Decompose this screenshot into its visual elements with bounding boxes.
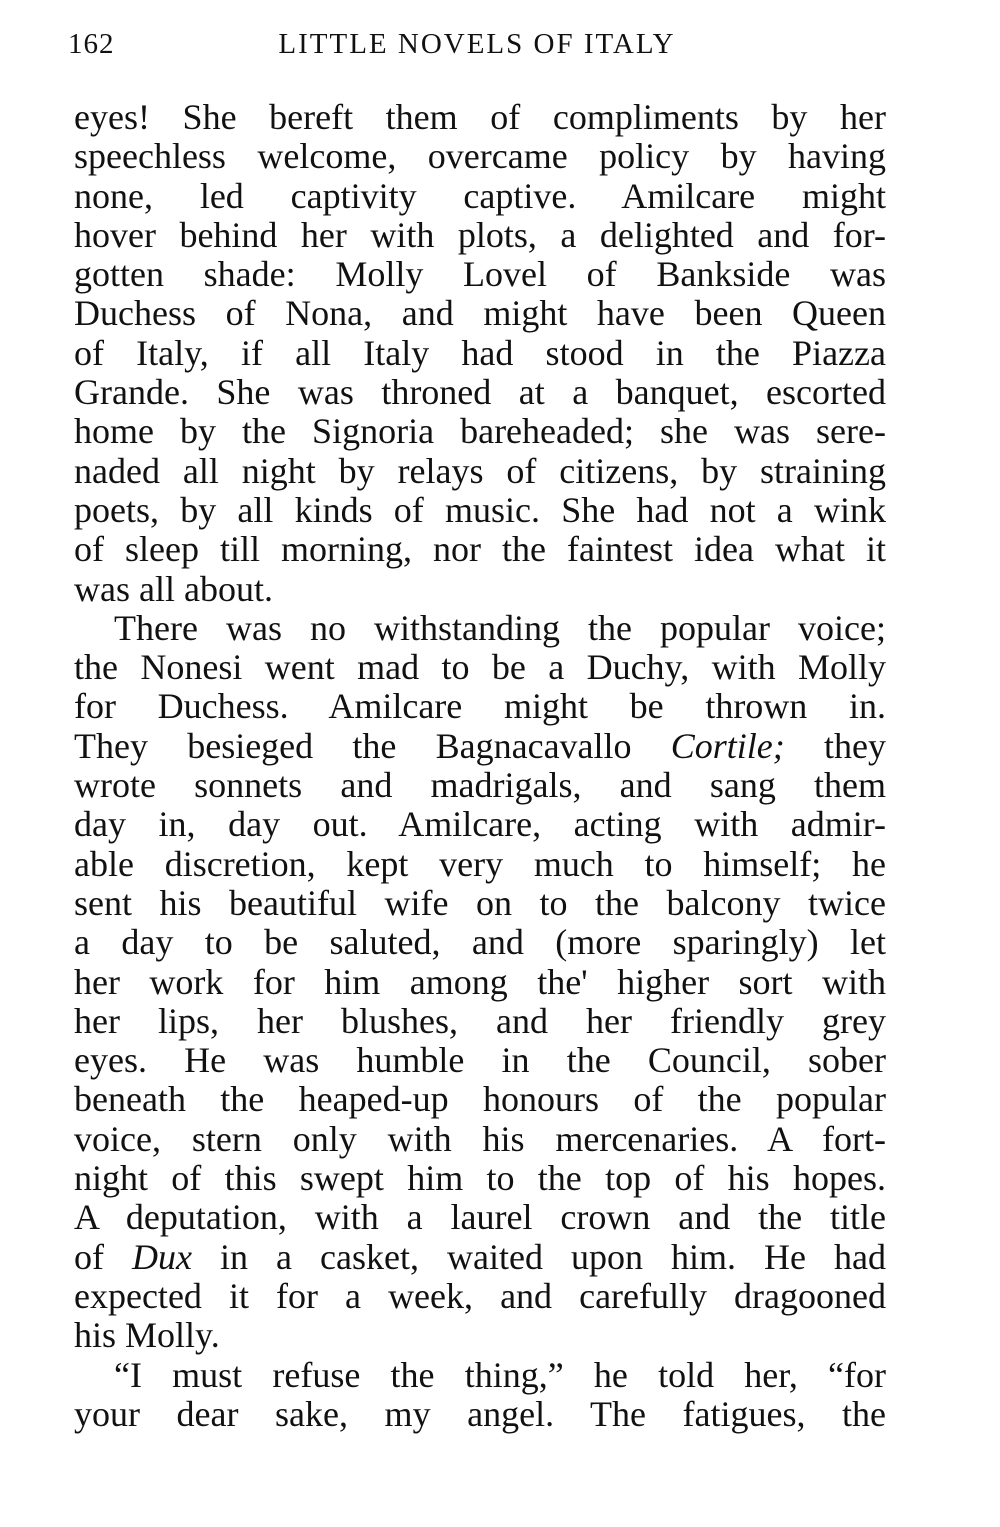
text-line: a day to be saluted, and (more sparingly) let bbox=[74, 922, 886, 963]
text-line: There was no withstanding the popular voice; bbox=[114, 607, 886, 648]
page-number: 162 bbox=[68, 28, 115, 60]
text-line: of sleep till morning, nor the faintest idea what it bbox=[74, 529, 886, 570]
text-line: sent his beautiful wife on to the balcony twice bbox=[74, 882, 886, 923]
text-line: her lips, her blushes, and her friendly grey bbox=[74, 1000, 886, 1041]
running-header bbox=[68, 28, 886, 68]
text-line: naded all night by relays of citizens, by straining bbox=[74, 450, 886, 491]
text-line: was all about. bbox=[74, 568, 273, 609]
text-line: of Italy, if all Italy had stood in the Piazza bbox=[74, 332, 886, 373]
text-line: They besieged the Bagnacavallo Cortile; they bbox=[74, 725, 887, 766]
text-line: gotten shade: Molly Lovel of Bankside was bbox=[74, 254, 886, 295]
text-line: your dear sake, my angel. The fatigues, the bbox=[74, 1393, 886, 1434]
text-line: Grande. She was throned at a banquet, escorted bbox=[74, 372, 886, 413]
text-line: expected it for a week, and carefully dragooned bbox=[74, 1275, 886, 1316]
text-line: the Nonesi went mad to be a Duchy, with Molly bbox=[74, 647, 886, 688]
text-line: Duchess of Nona, and might have been Queen bbox=[74, 293, 886, 334]
italic-term: Cortile; bbox=[670, 725, 785, 766]
text-line: poets, by all kinds of music. She had not a wink bbox=[74, 489, 886, 530]
running-title: LITTLE NOVELS OF ITALY bbox=[278, 28, 676, 60]
text-line: night of this swept him to the top of his hopes. bbox=[74, 1158, 886, 1199]
text-line: A deputation, with a laurel crown and the title bbox=[74, 1197, 886, 1238]
text-line: eyes. He was humble in the Council, sober bbox=[74, 1040, 886, 1081]
text-line: hover behind her with plots, a delighted and for- bbox=[74, 214, 886, 255]
text-line: beneath the heaped-up honours of the popular bbox=[74, 1079, 886, 1120]
text-line: none, led captivity captive. Amilcare might bbox=[74, 175, 886, 216]
body-text bbox=[74, 98, 886, 1434]
text-line: for Duchess. Amilcare might be thrown in. bbox=[74, 686, 886, 727]
text-line: wrote sonnets and madrigals, and sang them bbox=[74, 765, 886, 806]
text-line: home by the Signoria bareheaded; she was sere- bbox=[74, 411, 886, 452]
text-line: able discretion, kept very much to himself; he bbox=[74, 843, 886, 884]
text-line: of Dux in a casket, waited upon him. He had bbox=[74, 1236, 886, 1277]
text-line: her work for him among the' higher sort with bbox=[74, 961, 886, 1002]
text-line: “I must refuse the thing,” he told her, “for bbox=[114, 1354, 886, 1395]
text-line: eyes! She bereft them of compliments by her bbox=[74, 97, 886, 137]
text-line: voice, stern only with his mercenaries. A fort- bbox=[74, 1118, 886, 1159]
italic-term: Dux bbox=[132, 1236, 192, 1277]
text-line: day in, day out. Amilcare, acting with admir- bbox=[74, 804, 886, 845]
text-line: his Molly. bbox=[74, 1315, 220, 1356]
text-line: speechless welcome, overcame policy by having bbox=[74, 136, 886, 177]
